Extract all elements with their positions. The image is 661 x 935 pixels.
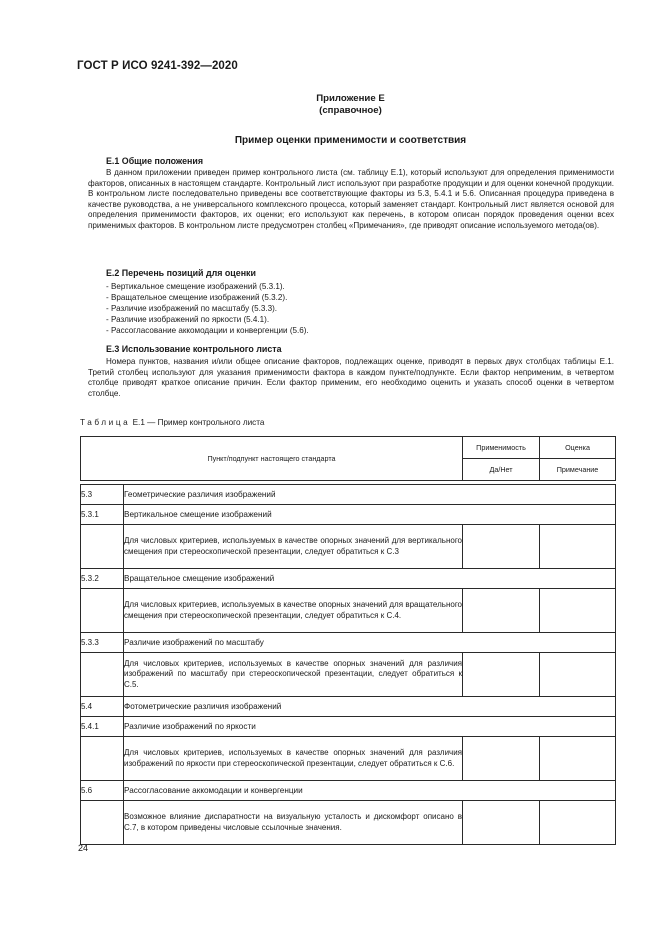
row-title: Различие изображений по яркости [124, 717, 616, 737]
page-number: 24 [78, 843, 89, 853]
checklist-table [80, 436, 616, 845]
page-title-text: Пример оценки применимости и соответствия [234, 135, 467, 146]
appendix-heading [0, 93, 661, 117]
section-e3-text: Номера пунктов, названия и/или общее описание факторов, подлежащих оценке, приводят в первых двух столбцах таблицы Е.1. Третий столбец используют для указания применимости фактора в каждом пункте/подпункте. Если фактор неприменим, в четвертом столбце приводят краткое описание причин. Если фактор применим, его необходимо оценить и указать способ оценки в четвертом столбце. [88, 357, 614, 398]
row-number: 5.4.1 [81, 717, 124, 737]
section-e1-text: В данном приложении приведен пример контрольного листа (см. таблицу Е.1), который используют для определения применимости факторов, описанных в настоящем стандарте. Контрольный лист используют при разработке продукции и для оценки конечной продукции. В контрольном листе последовательно приведены все соответствующие факторы из 5.3, 5.4.1 и 5.6. Описанная процедура приведена в качестве руководства, а не универсального комплексного процесса, который заменяет стандарт. Контрольный лист является основой для определения применимости факторов, их оценки; его используют как перечень, в котором описан порядок проведения оценки всех применимых факторов. В контрольном листе предусмотрен столбец «Примечания», где приводят описание используемого метода(ов). [88, 168, 614, 230]
table-row [81, 717, 616, 737]
table-row [81, 653, 616, 697]
row-description: Для числовых критериев, используемых в качестве опорных значений для вращательного смещения при стереоскопической презентации, следует обратиться к С.4. [124, 589, 463, 633]
row-number-empty [81, 653, 124, 697]
row-number-empty [81, 801, 124, 845]
row-number-empty [81, 525, 124, 569]
table-caption-text: Е.1 — Пример контрольного листа [132, 418, 265, 427]
applicability-cell [463, 589, 540, 633]
row-title: Различие изображений по масштабу [124, 633, 616, 653]
table-row [81, 697, 616, 717]
document-header: ГОСТ Р ИСО 9241-392—2020 [77, 60, 238, 72]
table-row [81, 505, 616, 525]
row-number: 5.3.2 [81, 569, 124, 589]
row-number-empty [81, 589, 124, 633]
table-row [81, 525, 616, 569]
row-description: Для числовых критериев, используемых в качестве опорных значений для вертикального смещения при стереоскопической презентации, следует обратиться к С.3 [124, 525, 463, 569]
table-row [81, 569, 616, 589]
row-number: 5.3.3 [81, 633, 124, 653]
assessment-items-list [106, 282, 309, 337]
list-item: - Вертикальное смещение изображений (5.3.1). [106, 282, 285, 291]
row-title: Вращательное смещение изображений [124, 569, 616, 589]
note-cell [540, 525, 616, 569]
note-cell [540, 801, 616, 845]
row-number: 5.6 [81, 781, 124, 801]
row-title: Вертикальное смещение изображений [124, 505, 616, 525]
table-row [81, 781, 616, 801]
row-title: Рассогласование аккомодации и конвергенции [124, 781, 616, 801]
table-row [81, 801, 616, 845]
header-assessment: Оценка [540, 437, 616, 459]
list-item: - Различие изображений по яркости (5.4.1). [106, 314, 270, 324]
applicability-cell [463, 737, 540, 781]
appendix-subtitle: (справочное) [319, 105, 382, 116]
row-number: 5.4 [81, 697, 124, 717]
row-title: Геометрические различия изображений [124, 485, 616, 505]
table-row [81, 485, 616, 505]
page-title [0, 135, 661, 146]
note-cell [540, 589, 616, 633]
applicability-cell [463, 801, 540, 845]
header-note: Примечание [540, 459, 616, 481]
table-row [81, 589, 616, 633]
list-item: - Вращательное смещение изображений (5.3.2). [106, 292, 288, 302]
header-applicability: Применимость [463, 437, 540, 459]
list-item: - Различие изображений по масштабу (5.3.3). [106, 303, 278, 313]
table-row [81, 737, 616, 781]
note-cell [540, 653, 616, 697]
row-number: 5.3.1 [81, 505, 124, 525]
list-item: - Рассогласование аккомодации и конвергенции (5.6). [106, 325, 309, 335]
note-cell [540, 737, 616, 781]
applicability-cell [463, 525, 540, 569]
table-caption [80, 418, 264, 427]
table-caption-label: Таблица [80, 418, 131, 427]
section-e3-title: Е.3 Использование контрольного листа [106, 344, 282, 354]
header-item: Пункт/подпункт настоящего стандарта [81, 437, 463, 481]
row-description: Для числовых критериев, используемых в качестве опорных значений для различия изображений по яркости при стереоскопической презентации, следует обратиться к С.6. [124, 737, 463, 781]
header-yes-no: Да/Нет [463, 459, 540, 481]
section-e2-title: Е.2 Перечень позиций для оценки [106, 268, 256, 278]
row-number: 5.3 [81, 485, 124, 505]
applicability-cell [463, 653, 540, 697]
row-description: Для числовых критериев, используемых в качестве опорных значений для различия изображений по масштабу при стереоскопической презентации, следует обратиться к С.5. [124, 653, 463, 697]
appendix-title: Приложение Е [316, 93, 385, 104]
row-description: Возможное влияние диспаратности на визуальную усталость и дискомфорт описано в С.7, в котором приведены числовые ссылочные значения. [124, 801, 463, 845]
row-title: Фотометрические различия изображений [124, 697, 616, 717]
section-e1-title: Е.1 Общие положения [106, 156, 204, 166]
row-number-empty [81, 737, 124, 781]
table-row [81, 633, 616, 653]
